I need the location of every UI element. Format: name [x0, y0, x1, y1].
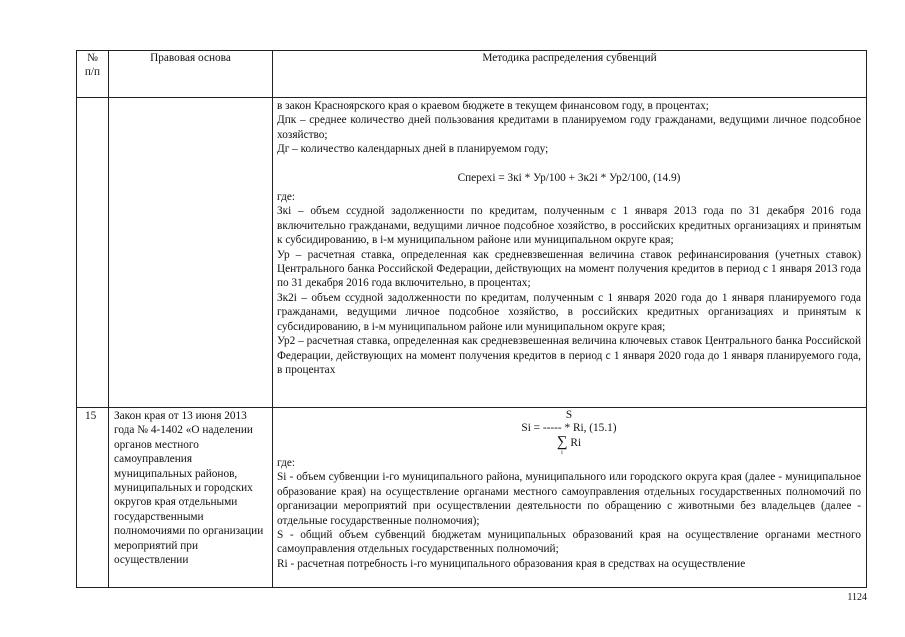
formula-14-9: Сперехi = Зкi * Ур/100 + Зк2i * Ур2/100, (14.9) — [457, 171, 681, 184]
formula-main: Si = ----- * Ri, (15.1) — [521, 421, 617, 434]
text-line: в закон Красноярского края о краевом бюджете в текущем финансовом году, в процентах; — [277, 100, 709, 112]
formula-denominator — [277, 434, 861, 456]
text-line: Дг – количество календарных дней в планируемом году; — [277, 143, 549, 156]
where-label: где: — [277, 457, 295, 469]
definition: Ур – расчетная ставка, определенная как средневзвешенная величина ставок рефинансирования (учетных ставок) Центрального банка Российской Федерации, действующих на момент получения кредитов в период с 1 января 2013 года по 31 декабря 2016 года включительно, в процентах; — [277, 248, 861, 290]
row-number-cell: 15 — [77, 408, 109, 588]
formula-numerator: S — [565, 409, 573, 421]
methodology-cell — [273, 408, 867, 588]
definition: S - общий объем субвенций бюджетам муниципальных образований края на осуществление органами местного самоуправления отдельных государственных полномочий; — [277, 529, 861, 556]
sigma-subscript: i — [561, 450, 563, 456]
subvention-table — [76, 50, 867, 588]
page-number: 1124 — [847, 592, 867, 603]
definition: Si - объем субвенции i-го муниципального района, муниципального или городского округа края (далее - муниципальное образование края) на осуществление органами местного самоуправления отдельных государственных полномочий по организации мероприятий при осуществлении деятельности по обращению с животными без владельцев (далее - отдельные государственные полномочия); — [277, 471, 861, 527]
table-row — [77, 408, 867, 588]
sigma-symbol: ∑ — [556, 434, 568, 450]
formula-15-1 — [277, 409, 861, 456]
methodology-cell — [273, 98, 867, 408]
legal-basis-cell: Закон края от 13 июня 2013 года № 4-1402 «О наделении органов местного самоуправления муниципальных районов, муниципальных и городских округов края отдельными государственными полномочиями по организации мероприятий при осуществлении — [109, 408, 273, 588]
definition: Ур2 – расчетная ставка, определенная как средневзвешенная величина ключевых ставок Центрального банка Российской Федерации, действующих на момент получения кредитов в период с 1 января 2020 года до 1 января планируемого года, в процентах — [277, 335, 861, 376]
header-legal-basis: Правовая основа — [109, 51, 273, 98]
table-row — [77, 98, 867, 408]
legal-basis-cell — [109, 98, 273, 408]
table-header-row — [77, 51, 867, 98]
formula-den-text: Ri — [570, 437, 582, 449]
row-number-cell — [77, 98, 109, 408]
definition: Зк2i – объем ссудной задолженности по кредитам, полученным с 1 января 2020 года до 1 января планируемого года гражданами, ведущими личное подсобное хозяйство, в российских кредитных организациях и принятым к субсидированию, в i-м муниципальном районе или муниципальном округе края; — [277, 291, 861, 333]
text-line: Дпк – среднее количество дней пользования кредитами в планируемом году гражданами, ведущими личное подсобное хозяйство; — [277, 114, 861, 141]
definition: Ri - расчетная потребность i-го муниципального образования края в средствах на осуществление — [277, 557, 746, 570]
definition: Зкi – объем ссудной задолженности по кредитам, полученным с 1 января 2013 года по 31 декабря 2016 года включительно гражданами, ведущими личное подсобное хозяйство, в российских кредитных организациях и принятым к субсидированию, в i-м муниципальном районе или муниципальном округе края; — [277, 205, 861, 247]
header-methodology: Методика распределения субвенций — [273, 51, 867, 98]
where-label: где: — [277, 191, 295, 204]
header-number: № п/п — [77, 51, 109, 98]
